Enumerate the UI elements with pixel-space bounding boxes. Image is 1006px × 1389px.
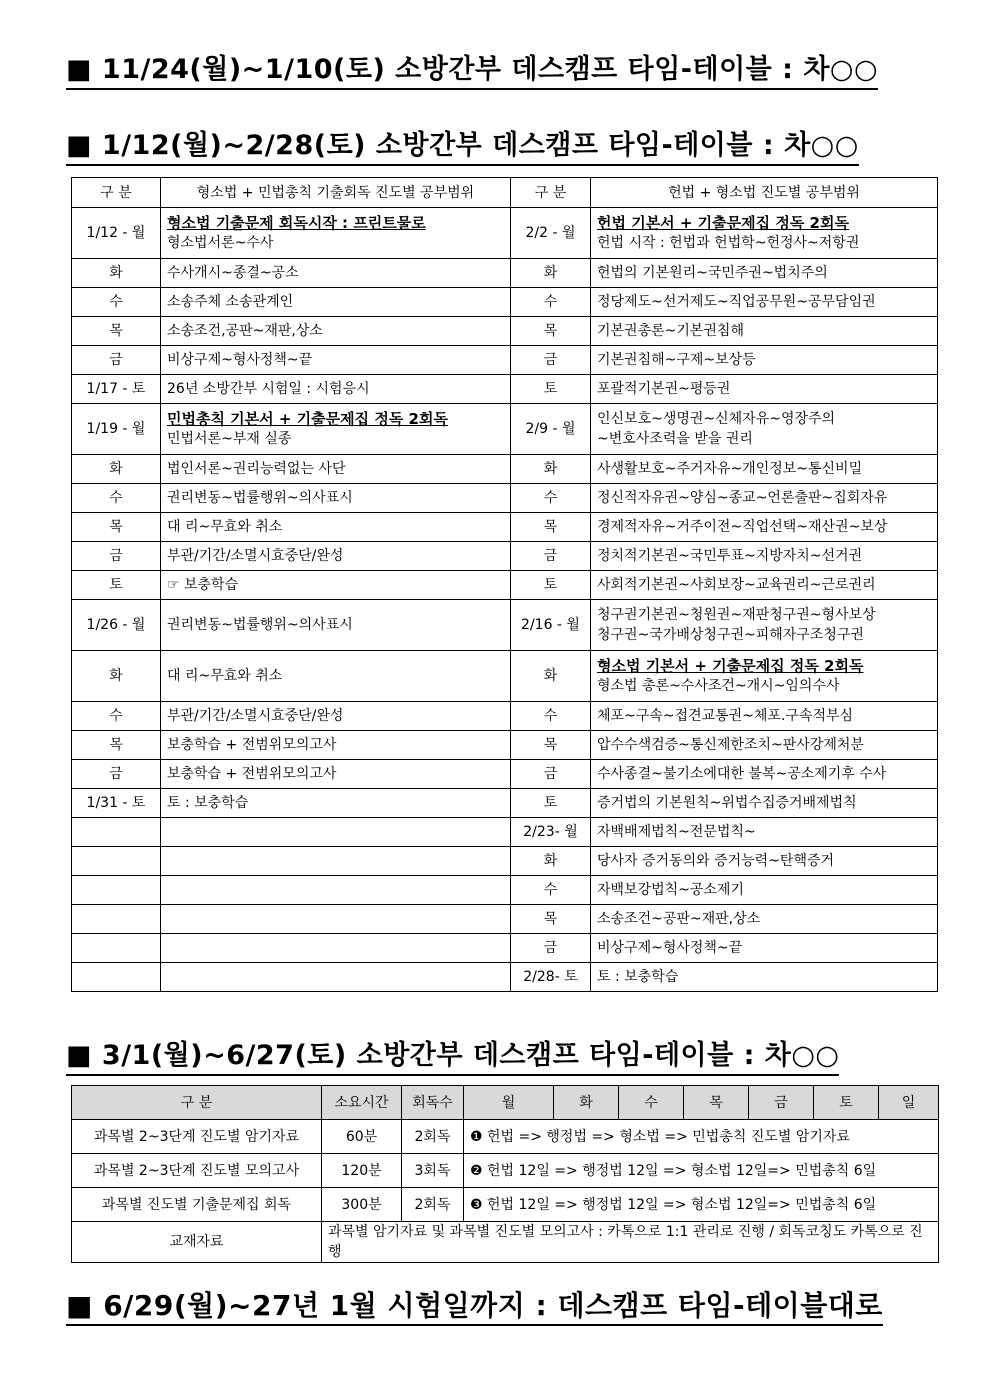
schedule-topic-detail: 형소법서론~수사 bbox=[167, 235, 274, 251]
schedule-topic-left: 권리변동~법률행위~의사표시 bbox=[161, 484, 511, 513]
schedule-topic-left: 소송조건,공판~재판,상소 bbox=[161, 317, 511, 346]
schedule-topic-left bbox=[161, 404, 511, 455]
schedule-day-left: 금 bbox=[72, 760, 161, 789]
schedule-day-right: 토 bbox=[511, 571, 591, 600]
schedule-day-left bbox=[72, 818, 161, 847]
schedule-topic-right: 수사종결~불기소에대한 불복~공소제기후 수사 bbox=[591, 760, 938, 789]
schedule-row bbox=[72, 375, 938, 404]
schedule-day-right: 수 bbox=[511, 288, 591, 317]
schedule-topic-right: 체포~구속~접견교통권~체포.구속적부심 bbox=[591, 702, 938, 731]
schedule-row bbox=[72, 404, 938, 455]
schedule-topic-right: 사회적기본권~사회보장~교육권리~근로권리 bbox=[591, 571, 938, 600]
schedule-topic-right: 포괄적기본권~평등권 bbox=[591, 375, 938, 404]
plan-detail: ❷ 헌법 12일 => 행정법 12일 => 형소법 12일=> 민법총칙 6일 bbox=[464, 1154, 939, 1188]
schedule-row bbox=[72, 818, 938, 847]
schedule-topic-left: 대 리~무효와 취소 bbox=[161, 513, 511, 542]
schedule-topic-detail: 민법서론~부재 실종 bbox=[167, 431, 292, 447]
schedule-day-left bbox=[72, 963, 161, 992]
schedule-topic-left: 수사개시~종결~공소 bbox=[161, 259, 511, 288]
schedule-row bbox=[72, 963, 938, 992]
schedule-day-left: 1/26 - 월 bbox=[72, 600, 161, 651]
schedule-day-right: 수 bbox=[511, 484, 591, 513]
schedule-row bbox=[72, 847, 938, 876]
schedule-topic-left: 부관/기간/소멸시효중단/완성 bbox=[161, 702, 511, 731]
plan-detail: ❸ 헌법 12일 => 행정법 12일 => 형소법 12일=> 민법총칙 6일 bbox=[464, 1188, 939, 1222]
schedule-day-right: 토 bbox=[511, 789, 591, 818]
schedule-row bbox=[72, 484, 938, 513]
schedule-day-left: 금 bbox=[72, 542, 161, 571]
schedule-day-left bbox=[72, 905, 161, 934]
schedule-topic-right: 비상구제~형사정책~끝 bbox=[591, 934, 938, 963]
schedule-day-left: 목 bbox=[72, 731, 161, 760]
schedule-day-left: 1/19 - 월 bbox=[72, 404, 161, 455]
schedule-topic-right: 자백배제법칙~전문법칙~ bbox=[591, 818, 938, 847]
schedule-day-left: 수 bbox=[72, 702, 161, 731]
plan-time: 300분 bbox=[322, 1188, 402, 1222]
schedule-topic-title: 민법총칙 기본서 + 기출문제집 정독 2회독 bbox=[167, 410, 448, 428]
schedule-row bbox=[72, 731, 938, 760]
schedule-topic-detail: 형소법 총론~수사조건~개시~임의수사 bbox=[597, 678, 840, 694]
schedule-topic-title: 형소법 기본서 + 기출문제집 정독 2회독 bbox=[597, 657, 864, 675]
schedule-row bbox=[72, 651, 938, 702]
plan-header-cell: 수 bbox=[619, 1086, 684, 1120]
schedule-day-right: 2/9 - 월 bbox=[511, 404, 591, 455]
heading-period-2: ■ 1/12(월)~2/28(토) 소방간부 데스캠프 타임-테이블 : 차○○ bbox=[66, 130, 859, 166]
schedule-day-left bbox=[72, 934, 161, 963]
plan-detail: ❶ 헌법 => 행정법 => 형소법 => 민법총칙 진도별 암기자료 bbox=[464, 1120, 939, 1154]
plan-header-cell: 화 bbox=[554, 1086, 619, 1120]
schedule-row bbox=[72, 905, 938, 934]
schedule-topic-left: 소송주체 소송관계인 bbox=[161, 288, 511, 317]
schedule-topic-left: 부관/기간/소멸시효중단/완성 bbox=[161, 542, 511, 571]
schedule-topic-line: 청구권~국가배상청구권~피해자구조청구권 bbox=[597, 627, 864, 643]
schedule-topic-right: 헌법의 기본원리~국민주권~법치주의 bbox=[591, 259, 938, 288]
schedule-topic-left bbox=[161, 905, 511, 934]
schedule-day-left: 수 bbox=[72, 288, 161, 317]
schedule-row bbox=[72, 208, 938, 259]
schedule-row bbox=[72, 288, 938, 317]
schedule-day-right: 화 bbox=[511, 651, 591, 702]
plan-header-cell: 금 bbox=[749, 1086, 814, 1120]
schedule-topic-left bbox=[161, 208, 511, 259]
schedule-table bbox=[71, 177, 938, 992]
schedule-day-left: 화 bbox=[72, 651, 161, 702]
schedule-topic-left: 대 리~무효와 취소 bbox=[161, 651, 511, 702]
schedule-topic-left: 보충학습 + 전범위모의고사 bbox=[161, 731, 511, 760]
schedule-topic-title: 형소법 기출문제 회독시작 : 프린트물로 bbox=[167, 214, 426, 232]
heading-period-1: ■ 11/24(월)~1/10(토) 소방간부 데스캠프 타임-테이블 : 차○○ bbox=[66, 54, 878, 90]
schedule-header-cell: 형소법 + 민법총칙 기출회독 진도별 공부범위 bbox=[161, 178, 511, 208]
schedule-header-cell: 구 분 bbox=[72, 178, 161, 208]
schedule-row bbox=[72, 542, 938, 571]
plan-header-row bbox=[72, 1086, 939, 1120]
schedule-header-row bbox=[72, 178, 938, 208]
heading-period-3: ■ 3/1(월)~6/27(토) 소방간부 데스캠프 타임-테이블 : 차○○ bbox=[66, 1040, 839, 1076]
plan-header-cell: 토 bbox=[814, 1086, 879, 1120]
schedule-day-right: 화 bbox=[511, 847, 591, 876]
schedule-day-left: 수 bbox=[72, 484, 161, 513]
schedule-topic-left: ☞ 보충학습 bbox=[161, 571, 511, 600]
schedule-row bbox=[72, 513, 938, 542]
schedule-topic-right bbox=[591, 208, 938, 259]
schedule-day-right: 목 bbox=[511, 317, 591, 346]
schedule-topic-line: 인신보호~생명권~신체자유~영장주의 bbox=[597, 411, 836, 427]
schedule-topic-right: 정신적자유권~양심~종교~언론출판~집회자유 bbox=[591, 484, 938, 513]
schedule-day-right: 금 bbox=[511, 542, 591, 571]
schedule-header-cell: 헌법 + 형소법 진도별 공부범위 bbox=[591, 178, 938, 208]
schedule-day-right: 목 bbox=[511, 731, 591, 760]
schedule-row bbox=[72, 259, 938, 288]
schedule-day-right: 목 bbox=[511, 905, 591, 934]
schedule-row bbox=[72, 600, 938, 651]
schedule-day-left: 목 bbox=[72, 513, 161, 542]
schedule-row bbox=[72, 934, 938, 963]
schedule-topic-right: 토 : 보충학습 bbox=[591, 963, 938, 992]
plan-header-cell: 회독수 bbox=[402, 1086, 464, 1120]
schedule-topic-right: 증거법의 기본원칙~위법수집증거배제법칙 bbox=[591, 789, 938, 818]
plan-table bbox=[71, 1085, 939, 1263]
plan-count: 3회독 bbox=[402, 1154, 464, 1188]
plan-count: 2회독 bbox=[402, 1120, 464, 1154]
schedule-day-right: 토 bbox=[511, 375, 591, 404]
heading-period-4: ■ 6/29(월)~27년 1월 시험일까지 : 데스캠프 타임-테이블대로 bbox=[66, 1290, 883, 1326]
plan-time: 60분 bbox=[322, 1120, 402, 1154]
schedule-row bbox=[72, 317, 938, 346]
schedule-topic-left bbox=[161, 818, 511, 847]
schedule-day-right: 금 bbox=[511, 760, 591, 789]
schedule-day-right: 2/16 - 월 bbox=[511, 600, 591, 651]
schedule-day-right: 수 bbox=[511, 876, 591, 905]
schedule-topic-left: 26년 소방간부 시험일 : 시험응시 bbox=[161, 375, 511, 404]
schedule-day-right: 화 bbox=[511, 259, 591, 288]
schedule-topic-right: 자백보강법칙~공소제기 bbox=[591, 876, 938, 905]
schedule-row bbox=[72, 789, 938, 818]
schedule-day-left bbox=[72, 876, 161, 905]
plan-label: 과목별 2~3단계 진도별 모의고사 bbox=[72, 1154, 322, 1188]
schedule-topic-left: 보충학습 + 전범위모의고사 bbox=[161, 760, 511, 789]
plan-row bbox=[72, 1188, 939, 1222]
schedule-day-right: 금 bbox=[511, 346, 591, 375]
schedule-topic-title: 헌법 기본서 + 기출문제집 정독 2회독 bbox=[597, 214, 849, 232]
schedule-day-left: 토 bbox=[72, 571, 161, 600]
plan-row bbox=[72, 1120, 939, 1154]
schedule-topic-left bbox=[161, 847, 511, 876]
plan-time: 120분 bbox=[322, 1154, 402, 1188]
schedule-day-left: 1/17 - 토 bbox=[72, 375, 161, 404]
schedule-topic-left: 법인서론~권리능력없는 사단 bbox=[161, 455, 511, 484]
schedule-day-left: 화 bbox=[72, 455, 161, 484]
schedule-topic-left bbox=[161, 963, 511, 992]
schedule-topic-right: 경제적자유~거주이전~직업선택~재산권~보상 bbox=[591, 513, 938, 542]
schedule-row bbox=[72, 571, 938, 600]
schedule-day-right: 목 bbox=[511, 513, 591, 542]
schedule-day-left: 1/12 - 월 bbox=[72, 208, 161, 259]
schedule-topic-right: 압수수색검증~통신제한조치~판사강제처분 bbox=[591, 731, 938, 760]
plan-material-label: 교재자료 bbox=[72, 1222, 322, 1263]
schedule-topic-line: ~변호사조력을 받을 권리 bbox=[597, 431, 753, 447]
plan-header-cell: 월 bbox=[464, 1086, 554, 1120]
schedule-topic-right: 소송조건~공판~재판,상소 bbox=[591, 905, 938, 934]
schedule-topic-right: 기본권총론~기본권침해 bbox=[591, 317, 938, 346]
schedule-topic-left: 비상구제~형사정책~끝 bbox=[161, 346, 511, 375]
schedule-row bbox=[72, 760, 938, 789]
plan-header-cell: 구 분 bbox=[72, 1086, 322, 1120]
schedule-topic-right: 정치적기본권~국민투표~지방자치~선거권 bbox=[591, 542, 938, 571]
schedule-day-left: 목 bbox=[72, 317, 161, 346]
schedule-day-right: 수 bbox=[511, 702, 591, 731]
schedule-topic-right: 당사자 증거동의와 증거능력~탄핵증거 bbox=[591, 847, 938, 876]
schedule-day-right: 화 bbox=[511, 455, 591, 484]
schedule-day-right: 금 bbox=[511, 934, 591, 963]
plan-material-row bbox=[72, 1222, 939, 1263]
schedule-header-cell: 구 분 bbox=[511, 178, 591, 208]
schedule-day-left: 1/31 - 토 bbox=[72, 789, 161, 818]
schedule-topic-right: 사생활보호~주거자유~개인정보~통신비밀 bbox=[591, 455, 938, 484]
schedule-row bbox=[72, 455, 938, 484]
plan-count: 2회독 bbox=[402, 1188, 464, 1222]
schedule-topic-left bbox=[161, 876, 511, 905]
schedule-row bbox=[72, 346, 938, 375]
schedule-day-right: 2/28- 토 bbox=[511, 963, 591, 992]
schedule-row bbox=[72, 876, 938, 905]
schedule-topic-right: 정당제도~선거제도~직업공무원~공무담임권 bbox=[591, 288, 938, 317]
schedule-day-right: 2/23- 월 bbox=[511, 818, 591, 847]
plan-label: 과목별 2~3단계 진도별 암기자료 bbox=[72, 1120, 322, 1154]
schedule-topic-right bbox=[591, 651, 938, 702]
schedule-day-right: 2/2 - 월 bbox=[511, 208, 591, 259]
schedule-topic-right bbox=[591, 600, 938, 651]
plan-label: 과목별 진도별 기출문제집 회독 bbox=[72, 1188, 322, 1222]
schedule-topic-left bbox=[161, 934, 511, 963]
schedule-topic-detail: 헌법 시작 : 헌법과 헌법학~헌정사~저항권 bbox=[597, 235, 860, 251]
plan-row bbox=[72, 1154, 939, 1188]
schedule-topic-left: 권리변동~법률행위~의사표시 bbox=[161, 600, 511, 651]
schedule-topic-right bbox=[591, 404, 938, 455]
plan-material-text: 과목별 암기자료 및 과목별 진도별 모의고사 : 카톡으로 1:1 관리로 진행 / 회독코칭도 카톡으로 진행 bbox=[322, 1222, 939, 1263]
plan-header-cell: 목 bbox=[684, 1086, 749, 1120]
schedule-topic-left: 토 : 보충학습 bbox=[161, 789, 511, 818]
schedule-day-left: 금 bbox=[72, 346, 161, 375]
schedule-day-left: 화 bbox=[72, 259, 161, 288]
schedule-day-left bbox=[72, 847, 161, 876]
schedule-row bbox=[72, 702, 938, 731]
schedule-topic-right: 기본권침해~구제~보상등 bbox=[591, 346, 938, 375]
plan-header-cell: 소요시간 bbox=[322, 1086, 402, 1120]
schedule-topic-line: 청구권기본권~청원권~재판청구권~형사보상 bbox=[597, 607, 876, 623]
plan-header-cell: 일 bbox=[879, 1086, 939, 1120]
